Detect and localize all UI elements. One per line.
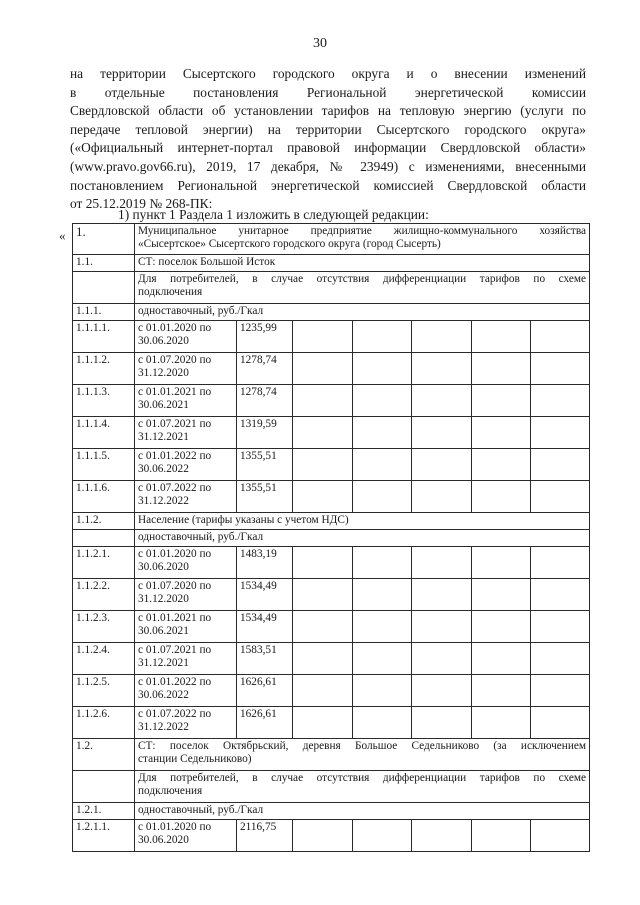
tariff-value: 1319,59 <box>237 417 293 449</box>
tariff-type: одноставочный, руб./Гкал <box>135 803 590 820</box>
row-number: 1. <box>73 224 135 255</box>
row-number: 1.1.1.1. <box>73 321 135 353</box>
empty-cell <box>531 547 590 579</box>
empty-cell <box>472 643 531 675</box>
intro-paragraph <box>70 65 586 214</box>
row-number: 1.1.1.6. <box>73 481 135 513</box>
period-start: с 01.07.2022 по <box>138 708 212 720</box>
period-start: с 01.07.2020 по <box>138 354 212 366</box>
period-start: с 01.07.2020 по <box>138 580 212 592</box>
consumer-group: Для потребителей, в случае отсутствия дифференциации тарифов по схеме подключения <box>135 272 590 304</box>
system-name: СТ: поселок Октябрьский, деревня Большое Седельниково (за исключением станции Седельниково) <box>135 739 590 771</box>
period-start: с 01.01.2021 по <box>138 386 212 398</box>
row-number: 1.1.1.2. <box>73 353 135 385</box>
period-end: 30.06.2022 <box>138 463 189 476</box>
empty-cell <box>353 481 412 513</box>
table-row <box>73 579 590 611</box>
empty-cell <box>412 481 472 513</box>
empty-cell <box>293 579 353 611</box>
row-number: 1.1.2.2. <box>73 579 135 611</box>
tariff-value: 1534,49 <box>237 579 293 611</box>
empty-cell <box>531 707 590 739</box>
intro-line: передаче тепловой энергии) на территории Сысертского городского округа» <box>70 121 586 137</box>
empty-cell <box>412 820 472 852</box>
opening-quote: « <box>59 228 66 243</box>
table-row <box>73 803 590 820</box>
tariff-type: одноставочный, руб./Гкал <box>135 530 590 547</box>
system-name: СТ: поселок Большой Исток <box>135 255 590 272</box>
table-row <box>73 321 590 353</box>
row-number <box>73 272 135 304</box>
period-start: с 01.01.2022 по <box>138 676 212 688</box>
period-cell <box>135 547 237 579</box>
table-row <box>73 739 590 771</box>
table-row <box>73 513 590 530</box>
period-end: 31.12.2020 <box>138 593 189 606</box>
table-row <box>73 449 590 481</box>
table-row <box>73 643 590 675</box>
empty-cell <box>531 643 590 675</box>
empty-cell <box>293 820 353 852</box>
intro-line: (www.pravo.gov66.ru), 2019, 17 декабря, № 23949) с изменениями, внесенными <box>70 158 586 174</box>
period-start: с 01.01.2020 по <box>138 322 212 334</box>
period-end: 30.06.2021 <box>138 399 189 412</box>
table-row <box>73 547 590 579</box>
table-row <box>73 385 590 417</box>
tariff-value: 1355,51 <box>237 449 293 481</box>
row-number: 1.2.1.1. <box>73 820 135 852</box>
period-cell <box>135 481 237 513</box>
empty-cell <box>293 385 353 417</box>
period-start: с 01.01.2021 по <box>138 612 212 624</box>
empty-cell <box>353 353 412 385</box>
period-cell <box>135 449 237 481</box>
intro-line: постановлением Региональной энергетической комиссией Свердловской области <box>70 177 586 193</box>
empty-cell <box>531 579 590 611</box>
empty-cell <box>472 385 531 417</box>
empty-cell <box>353 707 412 739</box>
period-start: с 01.07.2022 по <box>138 482 212 494</box>
empty-cell <box>472 820 531 852</box>
empty-cell <box>531 417 590 449</box>
empty-cell <box>412 611 472 643</box>
empty-cell <box>293 675 353 707</box>
empty-cell <box>472 353 531 385</box>
empty-cell <box>412 449 472 481</box>
period-cell <box>135 675 237 707</box>
empty-cell <box>293 643 353 675</box>
period-cell <box>135 417 237 449</box>
row-number: 1.2. <box>73 739 135 771</box>
empty-cell <box>412 417 472 449</box>
empty-cell <box>531 353 590 385</box>
table-row <box>73 530 590 547</box>
empty-cell <box>412 643 472 675</box>
period-start: с 01.07.2021 по <box>138 644 212 656</box>
empty-cell <box>472 417 531 449</box>
tariff-table <box>72 223 590 852</box>
empty-cell <box>412 385 472 417</box>
period-end: 31.12.2021 <box>138 657 189 670</box>
table-row <box>73 353 590 385</box>
empty-cell <box>293 481 353 513</box>
empty-cell <box>353 385 412 417</box>
period-start: с 01.01.2022 по <box>138 450 212 462</box>
period-cell <box>135 820 237 852</box>
empty-cell <box>293 353 353 385</box>
empty-cell <box>531 820 590 852</box>
table-row <box>73 481 590 513</box>
empty-cell <box>293 707 353 739</box>
period-cell <box>135 579 237 611</box>
period-end: 30.06.2020 <box>138 561 189 574</box>
row-number: 1.1.2.4. <box>73 643 135 675</box>
empty-cell <box>531 321 590 353</box>
empty-cell <box>412 579 472 611</box>
period-end: 31.12.2022 <box>138 495 189 508</box>
tariff-value: 1235,99 <box>237 321 293 353</box>
row-number: 1.1.1.4. <box>73 417 135 449</box>
table-row <box>73 304 590 321</box>
table-row <box>73 820 590 852</box>
tariff-value: 1278,74 <box>237 353 293 385</box>
empty-cell <box>353 675 412 707</box>
period-end: 30.06.2020 <box>138 335 189 348</box>
period-end: 30.06.2020 <box>138 834 189 847</box>
row-number: 1.1.1. <box>73 304 135 321</box>
empty-cell <box>472 449 531 481</box>
empty-cell <box>472 579 531 611</box>
empty-cell <box>353 611 412 643</box>
empty-cell <box>353 643 412 675</box>
intro-line: от 25.12.2019 № 268-ПК: <box>70 196 213 212</box>
tariff-value: 1626,61 <box>237 675 293 707</box>
intro-line: на территории Сысертского городского округа и о внесении изменений <box>70 66 586 81</box>
empty-cell <box>472 675 531 707</box>
empty-cell <box>412 321 472 353</box>
empty-cell <box>531 385 590 417</box>
empty-cell <box>353 579 412 611</box>
table-row <box>73 707 590 739</box>
period-start: с 01.07.2021 по <box>138 418 212 430</box>
tariff-value: 1626,61 <box>237 707 293 739</box>
tariff-value: 1355,51 <box>237 481 293 513</box>
period-cell <box>135 321 237 353</box>
page-number: 30 <box>313 36 327 51</box>
period-end: 31.12.2022 <box>138 721 189 734</box>
row-number: 1.1.2.6. <box>73 707 135 739</box>
row-number: 1.1.2.5. <box>73 675 135 707</box>
period-cell <box>135 385 237 417</box>
empty-cell <box>531 481 590 513</box>
empty-cell <box>412 707 472 739</box>
table-row <box>73 771 590 803</box>
empty-cell <box>353 449 412 481</box>
tariff-value: 1534,49 <box>237 611 293 643</box>
period-end: 30.06.2022 <box>138 689 189 702</box>
empty-cell <box>412 353 472 385</box>
amendment-item: 1) пункт 1 Раздела 1 изложить в следующей редакции: <box>118 207 429 222</box>
table-row <box>73 675 590 707</box>
period-start: с 01.01.2020 по <box>138 548 212 560</box>
empty-cell <box>353 820 412 852</box>
period-end: 30.06.2021 <box>138 625 189 638</box>
consumer-group: Для потребителей, в случае отсутствия дифференциации тарифов по схеме подключения <box>135 771 590 803</box>
period-cell <box>135 707 237 739</box>
period-end: 31.12.2021 <box>138 431 189 444</box>
period-cell <box>135 353 237 385</box>
table-row <box>73 417 590 449</box>
organization-name: Муниципальное унитарное предприятие жилищно-коммунального хозяйства «Сысертское» Сысертского городского округа (город Сысерть) <box>135 224 590 255</box>
empty-cell <box>531 675 590 707</box>
empty-cell <box>293 611 353 643</box>
table-row <box>73 272 590 304</box>
empty-cell <box>472 481 531 513</box>
empty-cell <box>531 611 590 643</box>
empty-cell <box>472 321 531 353</box>
tariff-value: 1583,51 <box>237 643 293 675</box>
row-number: 1.1.1.5. <box>73 449 135 481</box>
tariff-value: 1483,19 <box>237 547 293 579</box>
empty-cell <box>293 449 353 481</box>
period-cell <box>135 611 237 643</box>
period-cell <box>135 643 237 675</box>
empty-cell <box>412 547 472 579</box>
empty-cell <box>472 707 531 739</box>
table-row <box>73 611 590 643</box>
empty-cell <box>293 417 353 449</box>
empty-cell <box>412 675 472 707</box>
empty-cell <box>472 547 531 579</box>
empty-cell <box>353 417 412 449</box>
empty-cell <box>293 321 353 353</box>
intro-line: («Официальный интернет-портал правовой информации Свердловской области» <box>70 140 586 156</box>
empty-cell <box>353 321 412 353</box>
row-number: 1.1.1.3. <box>73 385 135 417</box>
consumer-group: Население (тарифы указаны с учетом НДС) <box>135 513 590 530</box>
row-number: 1.1. <box>73 255 135 272</box>
tariff-value: 2116,75 <box>237 820 293 852</box>
period-end: 31.12.2020 <box>138 367 189 380</box>
tariff-value: 1278,74 <box>237 385 293 417</box>
empty-cell <box>293 547 353 579</box>
empty-cell <box>472 611 531 643</box>
table-row <box>73 224 590 255</box>
intro-line: в отдельные постановления Региональной энергетической комиссии <box>70 84 586 100</box>
intro-line: Свердловской области об установлении тарифов на тепловую энергию (услуги по <box>70 103 586 119</box>
row-number: 1.2.1. <box>73 803 135 820</box>
row-number: 1.1.2.3. <box>73 611 135 643</box>
tariff-type: одноставочный, руб./Гкал <box>135 304 590 321</box>
table-row <box>73 255 590 272</box>
row-number <box>73 530 135 547</box>
row-number: 1.1.2. <box>73 513 135 530</box>
row-number: 1.1.2.1. <box>73 547 135 579</box>
period-start: с 01.01.2020 по <box>138 821 212 833</box>
row-number <box>73 771 135 803</box>
empty-cell <box>353 547 412 579</box>
empty-cell <box>531 449 590 481</box>
